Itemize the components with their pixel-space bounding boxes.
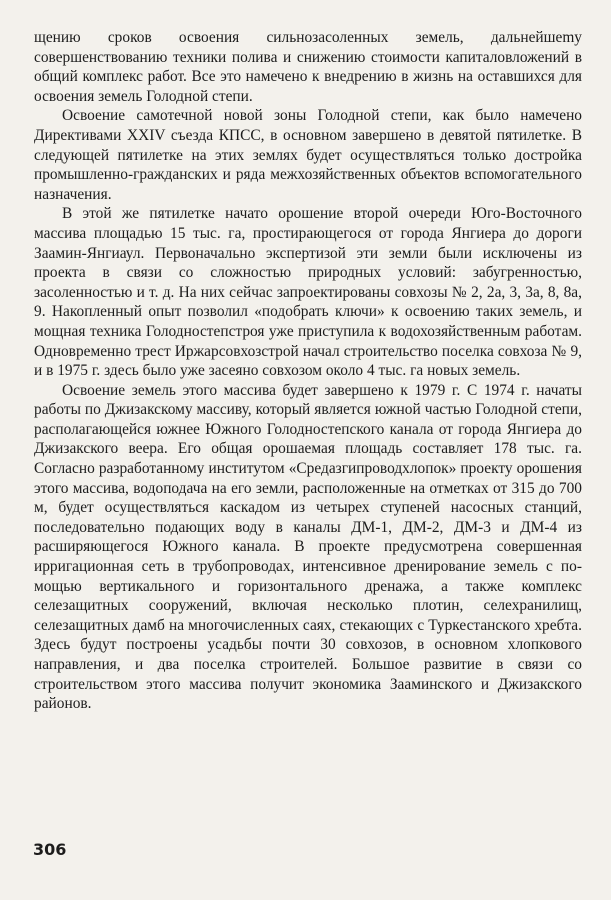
page-number: 306 <box>33 840 67 859</box>
page-body <box>34 28 582 714</box>
paragraph-2: Освоение самотечной новой зоны Голодной степи, как было намечено Директивами XXIV съезда КПСС, в основном завершено в девятой пятилетке. В следующей пятилетке на этих землях будет осуществляться только достройка промышленно-гражданских и ряда межхозяйственных объектов вспомогательного назначения. <box>34 107 582 203</box>
paragraph-4: Освоение земель этого массива будет завершено к 1979 г. С 1974 г. начаты работы по Джизакскому массиву, который является южной частью Голодной степи, располагающейся южнее Южного Голодностепского канала от города Янгиера до Джизакского веера. Его общая орошаемая площадь составляет 178 тыс. га. Согласно разработанному институтом «Средазгипроводхлопок» проекту орошения этого массива, водоподача на его земли, расположенные на отметках от 315 до 700 м, будет осуществляться каскадом из четырех ступеней насосных станций, последовательно подающих воду в каналы ДМ-1, ДМ-2, ДМ-3 и ДМ-4 из расширяющегося Южного канала. В проекте предусмотрена совершенная ирригационная сеть в трубопроводах, интенсивное дренирование земель с помощью вертикального и горизонтального дренажа, а также комплекс селезащитных сооружений, включая несколько плотин, селехранилищ, селезащитных дамб на многочисленных саях, стекающих с Туркестанского хребта. Здесь будут построены усадьбы почти 30 совхозов, в основном хлопкового направления, и два поселка строителей. Большое развитие в связи со строительством этого массива получит экономика Зааминского и Джизакского районов. <box>34 381 582 713</box>
paragraph-3: В этой же пятилетке начато орошение второй очереди Юго-Восточного массива площадью 15 тыс. га, простирающегося от города Янгиера до дороги Заамин-Янгиаул. Первоначально экспертизой эти земли были исключены из проекта в связи со сложностью природных условий: забугренностью, засоленностью и т. д. На них сейчас запроектированы совхозы № 2, 2а, 3, 3а, 8, 8а, 9. Накопленный опыт позволил «подобрать ключи» к освоению таких земель, и мощная техника Голодностепстроя уже приступила к водохозяйственным работам. Одновременно трест Иржарсовхозстрой начал строительство поселка совхоза № 9, и в 1975 г. здесь было уже засеяно совхозом около 4 тыс. га новых земель. <box>34 205 582 380</box>
paragraph-1: щению сроков освоения сильнозасоленных земель, дальнейшеmу совершенствованию техники полива и снижению стоимости капиталовложений в общий комплекс работ. Все это намечено к внедрению в жизнь на оставшихся для освоения земель Голодной степи. <box>34 29 582 105</box>
